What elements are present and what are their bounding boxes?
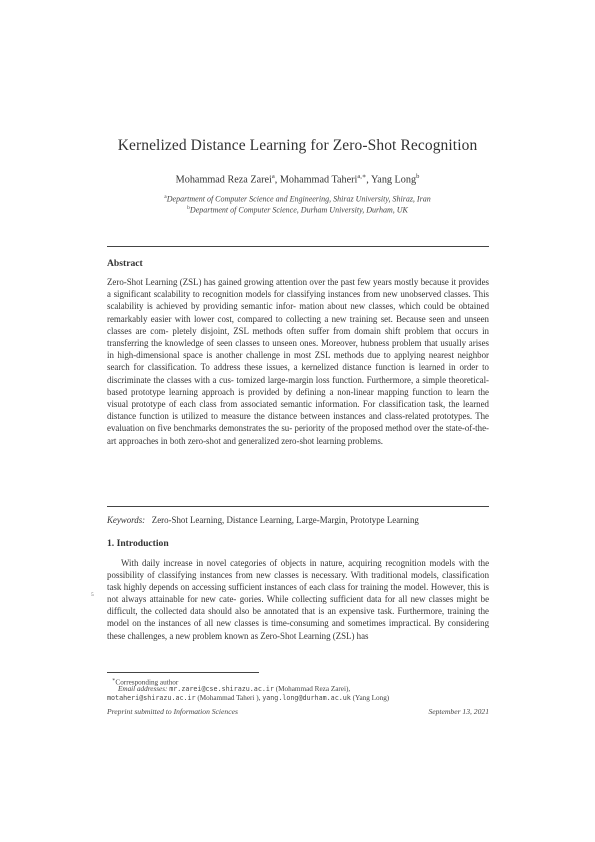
footnote-corresponding-text: Corresponding author [115,678,179,687]
footnote-emails-cont [107,694,489,703]
introduction-line: With daily increase in novel categories of objects in nature, acquiring recognition [121,558,426,568]
footnote-rule [107,672,259,673]
introduction-line: traditional models, classification task highly depends on accessing sufficient instances of [107,570,490,593]
author-mark: a [271,173,275,180]
email-link[interactable]: mr.zarei@cse.shirazu.ac.ir [169,685,274,693]
abstract-line: due to applying nearest neighbor search for classification. To address these issues, a [107,350,489,373]
introduction-text [107,557,489,642]
keywords-list: Zero-Shot Learning, Distance Learning, Large-Margin, Prototype Learning [151,515,419,525]
introduction-line: model on the instances of all new classes is time-consuming and sometimes impractical. [107,618,432,629]
footnote-emails [118,685,500,694]
email-owner: (Mohammad Reza Zarei), [275,685,351,693]
preprint-note: Preprint submitted to Information Sciences [107,707,238,716]
affiliation-mark: a [164,194,167,200]
preprint-date: September 13, 2021 [428,707,489,716]
abstract-line: and generalized zero-shot learning problems. [223,435,384,446]
abstract-line: from new unobserved classes. This scalability is achieved by providing semantic infor- [107,289,490,312]
author-name: Mohammad Taheri [279,174,358,186]
email-owner: (Mohammad Taheri ), [197,694,261,702]
abstract-text [107,276,489,447]
introduction-line: data should also be annotated that is an expensive task. Furthermore, training the [190,606,489,617]
author-list: Mohammad Reza Zarei$^a$, Mohammad Taheri$^{a,∗}$, Yang Long$^b$ [175,173,420,186]
affiliation [0,205,595,215]
abstract-line: periority of the proposed method over the state-of-the-art approaches in both zero-shot [107,423,489,446]
abstract-line: task, the learned distance function is utilized to measure the distance between instances [107,399,489,422]
abstract-line: tomized large-margin loss function. Furthermore, a simple theoretical-based prototype [107,374,490,397]
introduction-line: gories. While collecting sufficient data for all new classes might be difficult, the collected [107,594,490,617]
abstract-line: Zero-Shot Learning (ZSL) has gained growing attention over the past few years mostly [107,277,419,287]
email-link[interactable]: yang.long@durham.ac.uk [262,694,351,702]
abstract-line: transferring the knowledge of seen classes to unseen ones. Moreover, hubness problem [107,338,422,349]
introduction-line: models with the possibility of classifying instances from new classes is necessary. With [107,558,490,581]
abstract-line: compared to collecting a new training set. Because seen and unseen classes are com- [107,313,489,336]
paper-title: Kernelized Distance Learning for Zero-Shot Recognition [117,137,478,154]
section-heading-introduction: 1. Introduction [107,538,169,549]
keywords-label: Keywords: [107,515,146,525]
abstract-line: pletely disjoint, ZSL methods often suffer from domain shift problem that occurs in [172,325,489,336]
line-number: 5 [91,592,94,598]
abstract-line: kernelized distance function is learned in order to discriminate the classes with a cus- [107,362,489,385]
introduction-line: each class for training the model. However, this is not always attainable for new cate- [107,582,489,605]
abstract-line: mation about new classes, which could be obtained remarkably easier with lower cost, [107,301,490,324]
email-link[interactable]: motaheri@shirazu.ac.ir [107,694,196,702]
introduction-line: By considering these challenges, a new problem known as Zero-Shot Learning (ZSL) has [107,618,490,641]
author-mark: b [416,173,420,180]
abstract-line: that usually arises in high-dimensional space is another challenge in most ZSL methods [107,338,490,361]
abstract-line: learning approach is provided by defining a non-linear mapping function to learn the [168,386,489,397]
email-owner: (Yang Long) [352,694,390,702]
author-name: Yang Long [370,174,417,186]
affiliation-mark: b [187,205,190,211]
abstract-line: because it provides a significant scalability to recognition models for classifying instances [107,277,489,300]
affiliation-text: Department of Computer Science and Engineering, Shiraz University, Shiraz, Iran [166,194,431,204]
footnote-corresponding: ∗Corresponding author [112,678,179,687]
abstract-heading: Abstract [107,258,143,269]
abstract-line: and class-related prototypes. The evaluation on five benchmarks demonstrates the su- [107,411,489,434]
abstract-line: visual prototype of each class from associated semantic information. For classification [107,399,426,410]
affiliation-text: Department of Computer Science, Durham University, Durham, UK [189,205,408,215]
keywords [107,515,489,525]
author-name: Mohammad Reza Zarei [175,174,272,186]
abstract-top-rule [107,246,489,247]
author-mark: a,∗ [357,173,367,180]
abstract-bottom-rule [107,506,489,507]
email-label: Email addresses: [118,685,168,693]
affiliation [0,194,595,204]
